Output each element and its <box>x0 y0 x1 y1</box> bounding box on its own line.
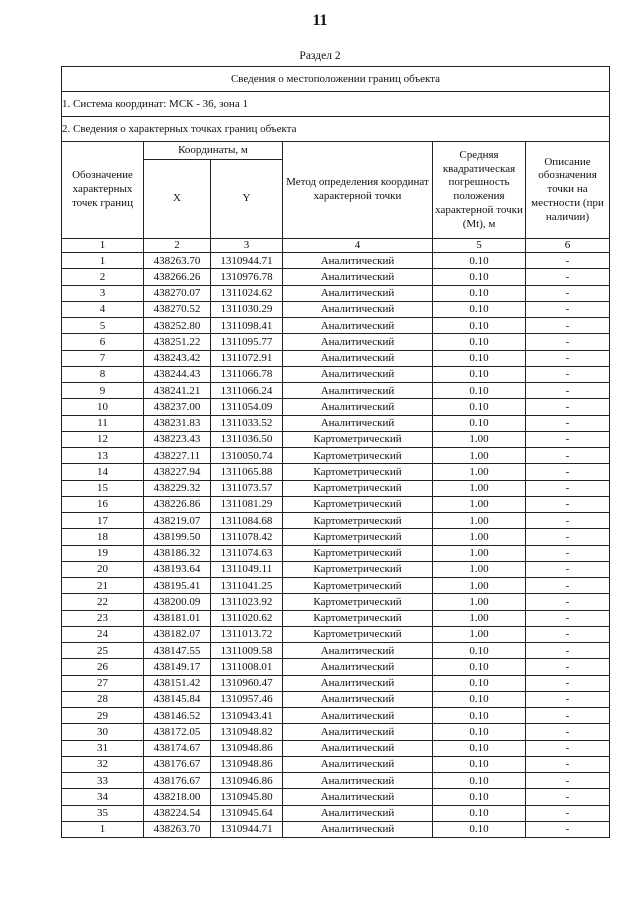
method-cell: Аналитический <box>283 643 433 659</box>
error-cell: 0.10 <box>433 318 526 334</box>
method-cell: Картометрический <box>283 529 433 545</box>
point-id-cell: 20 <box>62 561 144 577</box>
y-coordinate-cell: 1310945.64 <box>211 805 283 821</box>
y-coordinate-cell: 1311084.68 <box>211 513 283 529</box>
x-coordinate-cell: 438149.17 <box>144 659 211 675</box>
method-cell: Картометрический <box>283 464 433 480</box>
error-cell: 0.10 <box>433 821 526 837</box>
description-cell: - <box>526 301 610 317</box>
coordinate-system-row <box>62 92 610 117</box>
table-row <box>62 708 610 724</box>
method-cell: Картометрический <box>283 448 433 464</box>
error-cell: 0.10 <box>433 773 526 789</box>
y-coordinate-cell: 1311074.63 <box>211 545 283 561</box>
error-cell: 0.10 <box>433 334 526 350</box>
description-cell: - <box>526 805 610 821</box>
column-number: 1 <box>62 239 144 253</box>
x-coordinate-cell: 438223.43 <box>144 431 211 447</box>
x-coordinate-cell: 438193.64 <box>144 561 211 577</box>
table-row <box>62 561 610 577</box>
table-row <box>62 253 610 269</box>
column-number: 2 <box>144 239 211 253</box>
x-coordinate-cell: 438145.84 <box>144 691 211 707</box>
point-id-cell: 2 <box>62 269 144 285</box>
y-coordinate-cell: 1311072.91 <box>211 350 283 366</box>
error-cell: 1.00 <box>433 545 526 561</box>
error-cell: 0.10 <box>433 789 526 805</box>
x-coordinate-cell: 438226.86 <box>144 496 211 512</box>
x-coordinate-cell: 438147.55 <box>144 643 211 659</box>
y-coordinate-cell: 1310948.86 <box>211 756 283 772</box>
x-coordinate-cell: 438244.43 <box>144 366 211 382</box>
description-cell: - <box>526 448 610 464</box>
point-id-cell: 28 <box>62 691 144 707</box>
method-cell: Аналитический <box>283 821 433 837</box>
table-row <box>62 529 610 545</box>
y-coordinate-cell: 1311041.25 <box>211 578 283 594</box>
header-y: Y <box>211 160 283 239</box>
error-cell: 0.10 <box>433 269 526 285</box>
y-coordinate-cell: 1311081.29 <box>211 496 283 512</box>
y-coordinate-cell: 1311013.72 <box>211 626 283 642</box>
section-label: Раздел 2 <box>299 50 341 62</box>
error-cell: 0.10 <box>433 756 526 772</box>
method-cell: Аналитический <box>283 366 433 382</box>
error-cell: 0.10 <box>433 659 526 675</box>
table-row <box>62 626 610 642</box>
column-number-row <box>62 239 610 253</box>
description-cell: - <box>526 561 610 577</box>
header-error: Средняя квадратическая погрешность положения характерной точки (Mt), м <box>433 142 526 239</box>
point-id-cell: 1 <box>62 253 144 269</box>
table-row <box>62 318 610 334</box>
method-cell: Аналитический <box>283 415 433 431</box>
point-id-cell: 25 <box>62 643 144 659</box>
point-id-cell: 24 <box>62 626 144 642</box>
header-method: Метод определения координат характерной точки <box>283 142 433 239</box>
error-cell: 0.10 <box>433 383 526 399</box>
y-coordinate-cell: 1310948.82 <box>211 724 283 740</box>
y-coordinate-cell: 1310957.46 <box>211 691 283 707</box>
method-cell: Аналитический <box>283 301 433 317</box>
x-coordinate-cell: 438182.07 <box>144 626 211 642</box>
table-row <box>62 448 610 464</box>
table-row <box>62 366 610 382</box>
x-coordinate-cell: 438218.00 <box>144 789 211 805</box>
table-row <box>62 610 610 626</box>
point-id-cell: 13 <box>62 448 144 464</box>
point-id-cell: 27 <box>62 675 144 691</box>
table-row <box>62 399 610 415</box>
method-cell: Аналитический <box>283 383 433 399</box>
point-id-cell: 19 <box>62 545 144 561</box>
description-cell: - <box>526 789 610 805</box>
error-cell: 1.00 <box>433 513 526 529</box>
x-coordinate-cell: 438270.07 <box>144 285 211 301</box>
error-cell: 1.00 <box>433 594 526 610</box>
error-cell: 0.10 <box>433 708 526 724</box>
method-cell: Аналитический <box>283 708 433 724</box>
table-row <box>62 594 610 610</box>
point-id-cell: 23 <box>62 610 144 626</box>
error-cell: 0.10 <box>433 399 526 415</box>
error-cell: 1.00 <box>433 431 526 447</box>
x-coordinate-cell: 438251.22 <box>144 334 211 350</box>
method-cell: Картометрический <box>283 610 433 626</box>
method-cell: Картометрический <box>283 626 433 642</box>
point-id-cell: 11 <box>62 415 144 431</box>
description-cell: - <box>526 366 610 382</box>
table-row <box>62 431 610 447</box>
description-cell: - <box>526 724 610 740</box>
description-cell: - <box>526 285 610 301</box>
description-cell: - <box>526 691 610 707</box>
y-coordinate-cell: 1310976.78 <box>211 269 283 285</box>
error-cell: 1.00 <box>433 464 526 480</box>
method-cell: Аналитический <box>283 269 433 285</box>
point-id-cell: 35 <box>62 805 144 821</box>
description-cell: - <box>526 756 610 772</box>
y-coordinate-cell: 1311073.57 <box>211 480 283 496</box>
error-cell: 0.10 <box>433 366 526 382</box>
table-title: Сведения о местоположении границ объекта <box>62 67 610 92</box>
x-coordinate-cell: 438172.05 <box>144 724 211 740</box>
table-subtitle: 2. Сведения о характерных точках границ объекта <box>62 117 610 142</box>
description-cell: - <box>526 480 610 496</box>
y-coordinate-cell: 1311066.78 <box>211 366 283 382</box>
x-coordinate-cell: 438219.07 <box>144 513 211 529</box>
method-cell: Картометрический <box>283 594 433 610</box>
error-cell: 1.00 <box>433 626 526 642</box>
page-number: 11 <box>312 12 328 29</box>
method-cell: Картометрический <box>283 480 433 496</box>
header-point: Обозначение характерных точек границ <box>62 142 144 239</box>
x-coordinate-cell: 438266.26 <box>144 269 211 285</box>
table-row <box>62 269 610 285</box>
method-cell: Картометрический <box>283 513 433 529</box>
method-cell: Аналитический <box>283 724 433 740</box>
description-cell: - <box>526 318 610 334</box>
point-id-cell: 14 <box>62 464 144 480</box>
point-id-cell: 6 <box>62 334 144 350</box>
error-cell: 1.00 <box>433 529 526 545</box>
point-id-cell: 12 <box>62 431 144 447</box>
method-cell: Аналитический <box>283 805 433 821</box>
y-coordinate-cell: 1311020.62 <box>211 610 283 626</box>
method-cell: Картометрический <box>283 496 433 512</box>
x-coordinate-cell: 438195.41 <box>144 578 211 594</box>
error-cell: 1.00 <box>433 496 526 512</box>
x-coordinate-cell: 438176.67 <box>144 773 211 789</box>
method-cell: Аналитический <box>283 253 433 269</box>
table-row <box>62 724 610 740</box>
method-cell: Аналитический <box>283 285 433 301</box>
x-coordinate-cell: 438199.50 <box>144 529 211 545</box>
coordinate-system: 1. Система координат: МСК - 36, зона 1 <box>62 92 610 117</box>
description-cell: - <box>526 269 610 285</box>
description-cell: - <box>526 610 610 626</box>
y-coordinate-cell: 1311078.42 <box>211 529 283 545</box>
table-row <box>62 285 610 301</box>
table-title-row <box>62 67 610 92</box>
method-cell: Аналитический <box>283 773 433 789</box>
description-cell: - <box>526 464 610 480</box>
method-cell: Аналитический <box>283 334 433 350</box>
x-coordinate-cell: 438227.94 <box>144 464 211 480</box>
table-body <box>62 253 610 838</box>
table-row <box>62 756 610 772</box>
x-coordinate-cell: 438229.32 <box>144 480 211 496</box>
error-cell: 0.10 <box>433 805 526 821</box>
point-id-cell: 17 <box>62 513 144 529</box>
y-coordinate-cell: 1311030.29 <box>211 301 283 317</box>
table-row <box>62 350 610 366</box>
header-description: Описание обозначения точки на местности (при наличии) <box>526 142 610 239</box>
error-cell: 0.10 <box>433 675 526 691</box>
table-row <box>62 415 610 431</box>
x-coordinate-cell: 438252.80 <box>144 318 211 334</box>
error-cell: 1.00 <box>433 561 526 577</box>
x-coordinate-cell: 438186.32 <box>144 545 211 561</box>
x-coordinate-cell: 438227.11 <box>144 448 211 464</box>
x-coordinate-cell: 438231.83 <box>144 415 211 431</box>
y-coordinate-cell: 1310943.41 <box>211 708 283 724</box>
point-id-cell: 31 <box>62 740 144 756</box>
x-coordinate-cell: 438151.42 <box>144 675 211 691</box>
point-id-cell: 16 <box>62 496 144 512</box>
y-coordinate-cell: 1310944.71 <box>211 821 283 837</box>
column-number: 5 <box>433 239 526 253</box>
method-cell: Аналитический <box>283 789 433 805</box>
error-cell: 1.00 <box>433 448 526 464</box>
description-cell: - <box>526 578 610 594</box>
error-cell: 1.00 <box>433 578 526 594</box>
x-coordinate-cell: 438241.21 <box>144 383 211 399</box>
description-cell: - <box>526 626 610 642</box>
description-cell: - <box>526 675 610 691</box>
method-cell: Аналитический <box>283 756 433 772</box>
description-cell: - <box>526 383 610 399</box>
method-cell: Картометрический <box>283 431 433 447</box>
x-coordinate-cell: 438181.01 <box>144 610 211 626</box>
y-coordinate-cell: 1311036.50 <box>211 431 283 447</box>
x-coordinate-cell: 438174.67 <box>144 740 211 756</box>
y-coordinate-cell: 1311054.09 <box>211 399 283 415</box>
method-cell: Аналитический <box>283 691 433 707</box>
table-row <box>62 675 610 691</box>
error-cell: 0.10 <box>433 350 526 366</box>
error-cell: 0.10 <box>433 643 526 659</box>
y-coordinate-cell: 1310050.74 <box>211 448 283 464</box>
column-number: 4 <box>283 239 433 253</box>
table-row <box>62 480 610 496</box>
description-cell: - <box>526 529 610 545</box>
description-cell: - <box>526 513 610 529</box>
point-id-cell: 8 <box>62 366 144 382</box>
table-row <box>62 383 610 399</box>
error-cell: 0.10 <box>433 415 526 431</box>
table-row <box>62 301 610 317</box>
y-coordinate-cell: 1311009.58 <box>211 643 283 659</box>
error-cell: 0.10 <box>433 691 526 707</box>
x-coordinate-cell: 438237.00 <box>144 399 211 415</box>
error-cell: 1.00 <box>433 610 526 626</box>
y-coordinate-cell: 1310960.47 <box>211 675 283 691</box>
description-cell: - <box>526 399 610 415</box>
y-coordinate-cell: 1310948.86 <box>211 740 283 756</box>
point-id-cell: 10 <box>62 399 144 415</box>
method-cell: Аналитический <box>283 740 433 756</box>
error-cell: 1.00 <box>433 480 526 496</box>
error-cell: 0.10 <box>433 301 526 317</box>
table-row <box>62 789 610 805</box>
description-cell: - <box>526 496 610 512</box>
x-coordinate-cell: 438224.54 <box>144 805 211 821</box>
subtitle-row <box>62 117 610 142</box>
description-cell: - <box>526 659 610 675</box>
point-id-cell: 26 <box>62 659 144 675</box>
error-cell: 0.10 <box>433 724 526 740</box>
x-coordinate-cell: 438146.52 <box>144 708 211 724</box>
header-row <box>62 142 610 160</box>
point-id-cell: 7 <box>62 350 144 366</box>
table-row <box>62 513 610 529</box>
error-cell: 0.10 <box>433 253 526 269</box>
y-coordinate-cell: 1311023.92 <box>211 594 283 610</box>
x-coordinate-cell: 438200.09 <box>144 594 211 610</box>
coordinates-table <box>61 66 610 838</box>
table-row <box>62 334 610 350</box>
point-id-cell: 30 <box>62 724 144 740</box>
y-coordinate-cell: 1311066.24 <box>211 383 283 399</box>
method-cell: Аналитический <box>283 318 433 334</box>
table-row <box>62 740 610 756</box>
description-cell: - <box>526 415 610 431</box>
description-cell: - <box>526 334 610 350</box>
point-id-cell: 9 <box>62 383 144 399</box>
table-row <box>62 545 610 561</box>
method-cell: Картометрический <box>283 545 433 561</box>
table-row <box>62 691 610 707</box>
table-row <box>62 805 610 821</box>
error-cell: 0.10 <box>433 740 526 756</box>
header-x: X <box>144 160 211 239</box>
point-id-cell: 18 <box>62 529 144 545</box>
method-cell: Аналитический <box>283 350 433 366</box>
point-id-cell: 32 <box>62 756 144 772</box>
point-id-cell: 4 <box>62 301 144 317</box>
y-coordinate-cell: 1311098.41 <box>211 318 283 334</box>
point-id-cell: 29 <box>62 708 144 724</box>
y-coordinate-cell: 1310945.80 <box>211 789 283 805</box>
y-coordinate-cell: 1311024.62 <box>211 285 283 301</box>
method-cell: Аналитический <box>283 675 433 691</box>
x-coordinate-cell: 438270.52 <box>144 301 211 317</box>
table-row <box>62 643 610 659</box>
description-cell: - <box>526 350 610 366</box>
x-coordinate-cell: 438243.42 <box>144 350 211 366</box>
description-cell: - <box>526 545 610 561</box>
y-coordinate-cell: 1311049.11 <box>211 561 283 577</box>
point-id-cell: 15 <box>62 480 144 496</box>
x-coordinate-cell: 438263.70 <box>144 253 211 269</box>
table-row <box>62 773 610 789</box>
y-coordinate-cell: 1311095.77 <box>211 334 283 350</box>
table-row <box>62 821 610 837</box>
point-id-cell: 21 <box>62 578 144 594</box>
method-cell: Аналитический <box>283 659 433 675</box>
method-cell: Аналитический <box>283 399 433 415</box>
description-cell: - <box>526 431 610 447</box>
table-row <box>62 464 610 480</box>
error-cell: 0.10 <box>433 285 526 301</box>
x-coordinate-cell: 438263.70 <box>144 821 211 837</box>
column-number: 6 <box>526 239 610 253</box>
table-row <box>62 496 610 512</box>
table-row <box>62 578 610 594</box>
point-id-cell: 34 <box>62 789 144 805</box>
x-coordinate-cell: 438176.67 <box>144 756 211 772</box>
y-coordinate-cell: 1311065.88 <box>211 464 283 480</box>
description-cell: - <box>526 643 610 659</box>
y-coordinate-cell: 1311008.01 <box>211 659 283 675</box>
method-cell: Картометрический <box>283 578 433 594</box>
description-cell: - <box>526 773 610 789</box>
description-cell: - <box>526 253 610 269</box>
y-coordinate-cell: 1311033.52 <box>211 415 283 431</box>
point-id-cell: 22 <box>62 594 144 610</box>
y-coordinate-cell: 1310944.71 <box>211 253 283 269</box>
table-row <box>62 659 610 675</box>
y-coordinate-cell: 1310946.86 <box>211 773 283 789</box>
description-cell: - <box>526 821 610 837</box>
column-number: 3 <box>211 239 283 253</box>
point-id-cell: 33 <box>62 773 144 789</box>
description-cell: - <box>526 708 610 724</box>
point-id-cell: 3 <box>62 285 144 301</box>
method-cell: Картометрический <box>283 561 433 577</box>
description-cell: - <box>526 740 610 756</box>
description-cell: - <box>526 594 610 610</box>
header-coords: Координаты, м <box>144 142 283 160</box>
point-id-cell: 5 <box>62 318 144 334</box>
point-id-cell: 1 <box>62 821 144 837</box>
